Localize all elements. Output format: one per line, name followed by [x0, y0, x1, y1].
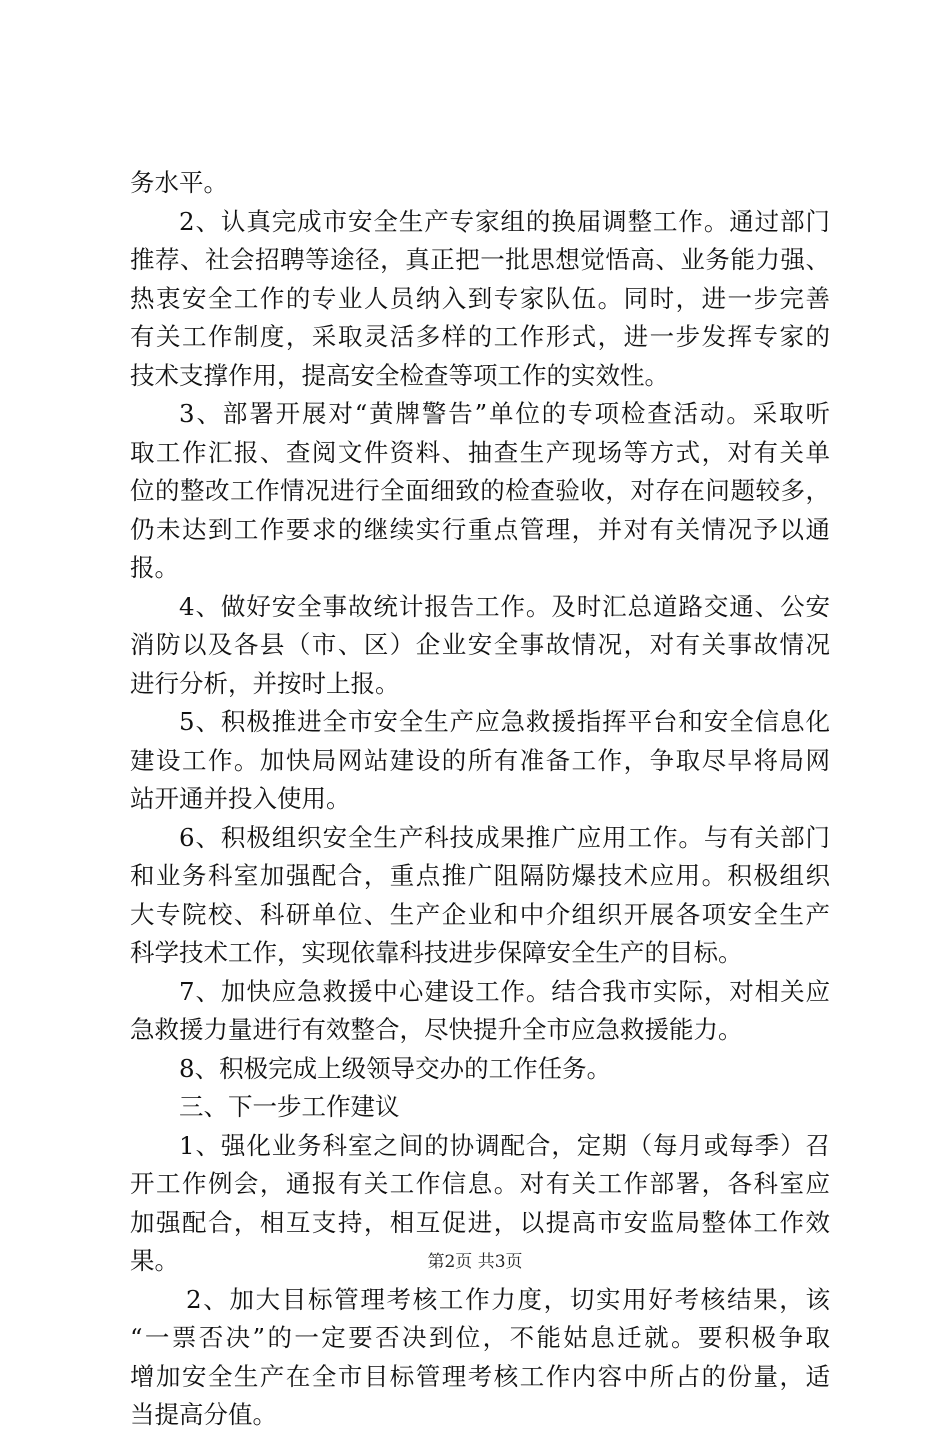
text-line: 推荐、社会招聘等途径，真正把一批思想觉悟高、业务能力强、	[130, 245, 830, 274]
text-line: 开工作例会，通报有关工作信息。对有关工作部署，各科室应	[130, 1169, 830, 1198]
text-line: 和业务科室加强配合，重点推广阻隔防爆技术应用。积极组织	[130, 861, 830, 890]
page-footer: 第2页 共3页	[427, 1252, 523, 1272]
text-line: 3、部署开展对“黄牌警告”单位的专项检查活动。采取听	[179, 399, 830, 428]
text-line: 大专院校、科研单位、生产企业和中介组织开展各项安全生产	[130, 899, 830, 929]
text-line: 1、强化业务科室之间的协调配合，定期（每月或每季）召	[179, 1130, 830, 1160]
text-line: 8、积极完成上级领导交办的工作任务。	[179, 1053, 612, 1083]
document-body	[130, 164, 830, 1435]
text-line: 急救援力量进行有效整合，尽快提升全市应急救援能力。	[130, 1015, 743, 1044]
text-line: 5、积极推进全市安全生产应急救援指挥平台和安全信息化	[179, 707, 830, 736]
text-line: 当提高分值。	[130, 1400, 277, 1429]
text-line: 务水平。	[130, 168, 228, 197]
text-line: 站开通并投入使用。	[130, 784, 351, 813]
text-line: 2、认真完成市安全生产专家组的换届调整工作。通过部门	[179, 206, 830, 236]
text-line: 消防以及各县（市、区）企业安全事故情况，对有关事故情况	[130, 630, 830, 659]
text-line: 仍未达到工作要求的继续实行重点管理，并对有关情况予以通	[130, 514, 830, 544]
text-line: 进行分析，并按时上报。	[130, 668, 400, 698]
text-line: 增加安全生产在全市目标管理考核工作内容中所占的份量，适	[130, 1361, 830, 1391]
text-line: “一票否决”的一定要否决到位，不能姑息迁就。要积极争取	[130, 1323, 830, 1352]
text-line: 位的整改工作情况进行全面细致的检查验收，对存在问题较多，	[130, 476, 830, 505]
text-line: 4、做好安全事故统计报告工作。及时汇总道路交通、公安	[179, 591, 830, 621]
text-line: 果。	[130, 1246, 179, 1275]
text-line: 热衷安全工作的专业人员纳入到专家队伍。同时，进一步完善	[130, 283, 830, 313]
text-line: 7、加快应急救援中心建设工作。结合我市实际，对相关应	[179, 976, 830, 1006]
text-line: 有关工作制度，采取灵活多样的工作形式，进一步发挥专家的	[130, 322, 830, 351]
text-line: 报。	[130, 553, 179, 582]
text-line: 取工作汇报、查阅文件资料、抽查生产现场等方式，对有关单	[130, 437, 830, 467]
text-line: 6、积极组织安全生产科技成果推广应用工作。与有关部门	[179, 822, 830, 852]
text-line: 三、下一步工作建议	[179, 1092, 400, 1121]
text-line: 技术支撑作用，提高安全检查等项工作的实效性。	[130, 360, 669, 390]
text-line: 2、加大目标管理考核工作力度，切实用好考核结果，该	[186, 1284, 830, 1314]
text-line: 加强配合，相互支持，相互促进，以提高市安监局整体工作效	[130, 1207, 830, 1237]
text-line: 科学技术工作，实现依靠科技进步保障安全生产的目标。	[130, 938, 743, 967]
text-line: 建设工作。加快局网站建设的所有准备工作，争取尽早将局网	[130, 745, 830, 775]
